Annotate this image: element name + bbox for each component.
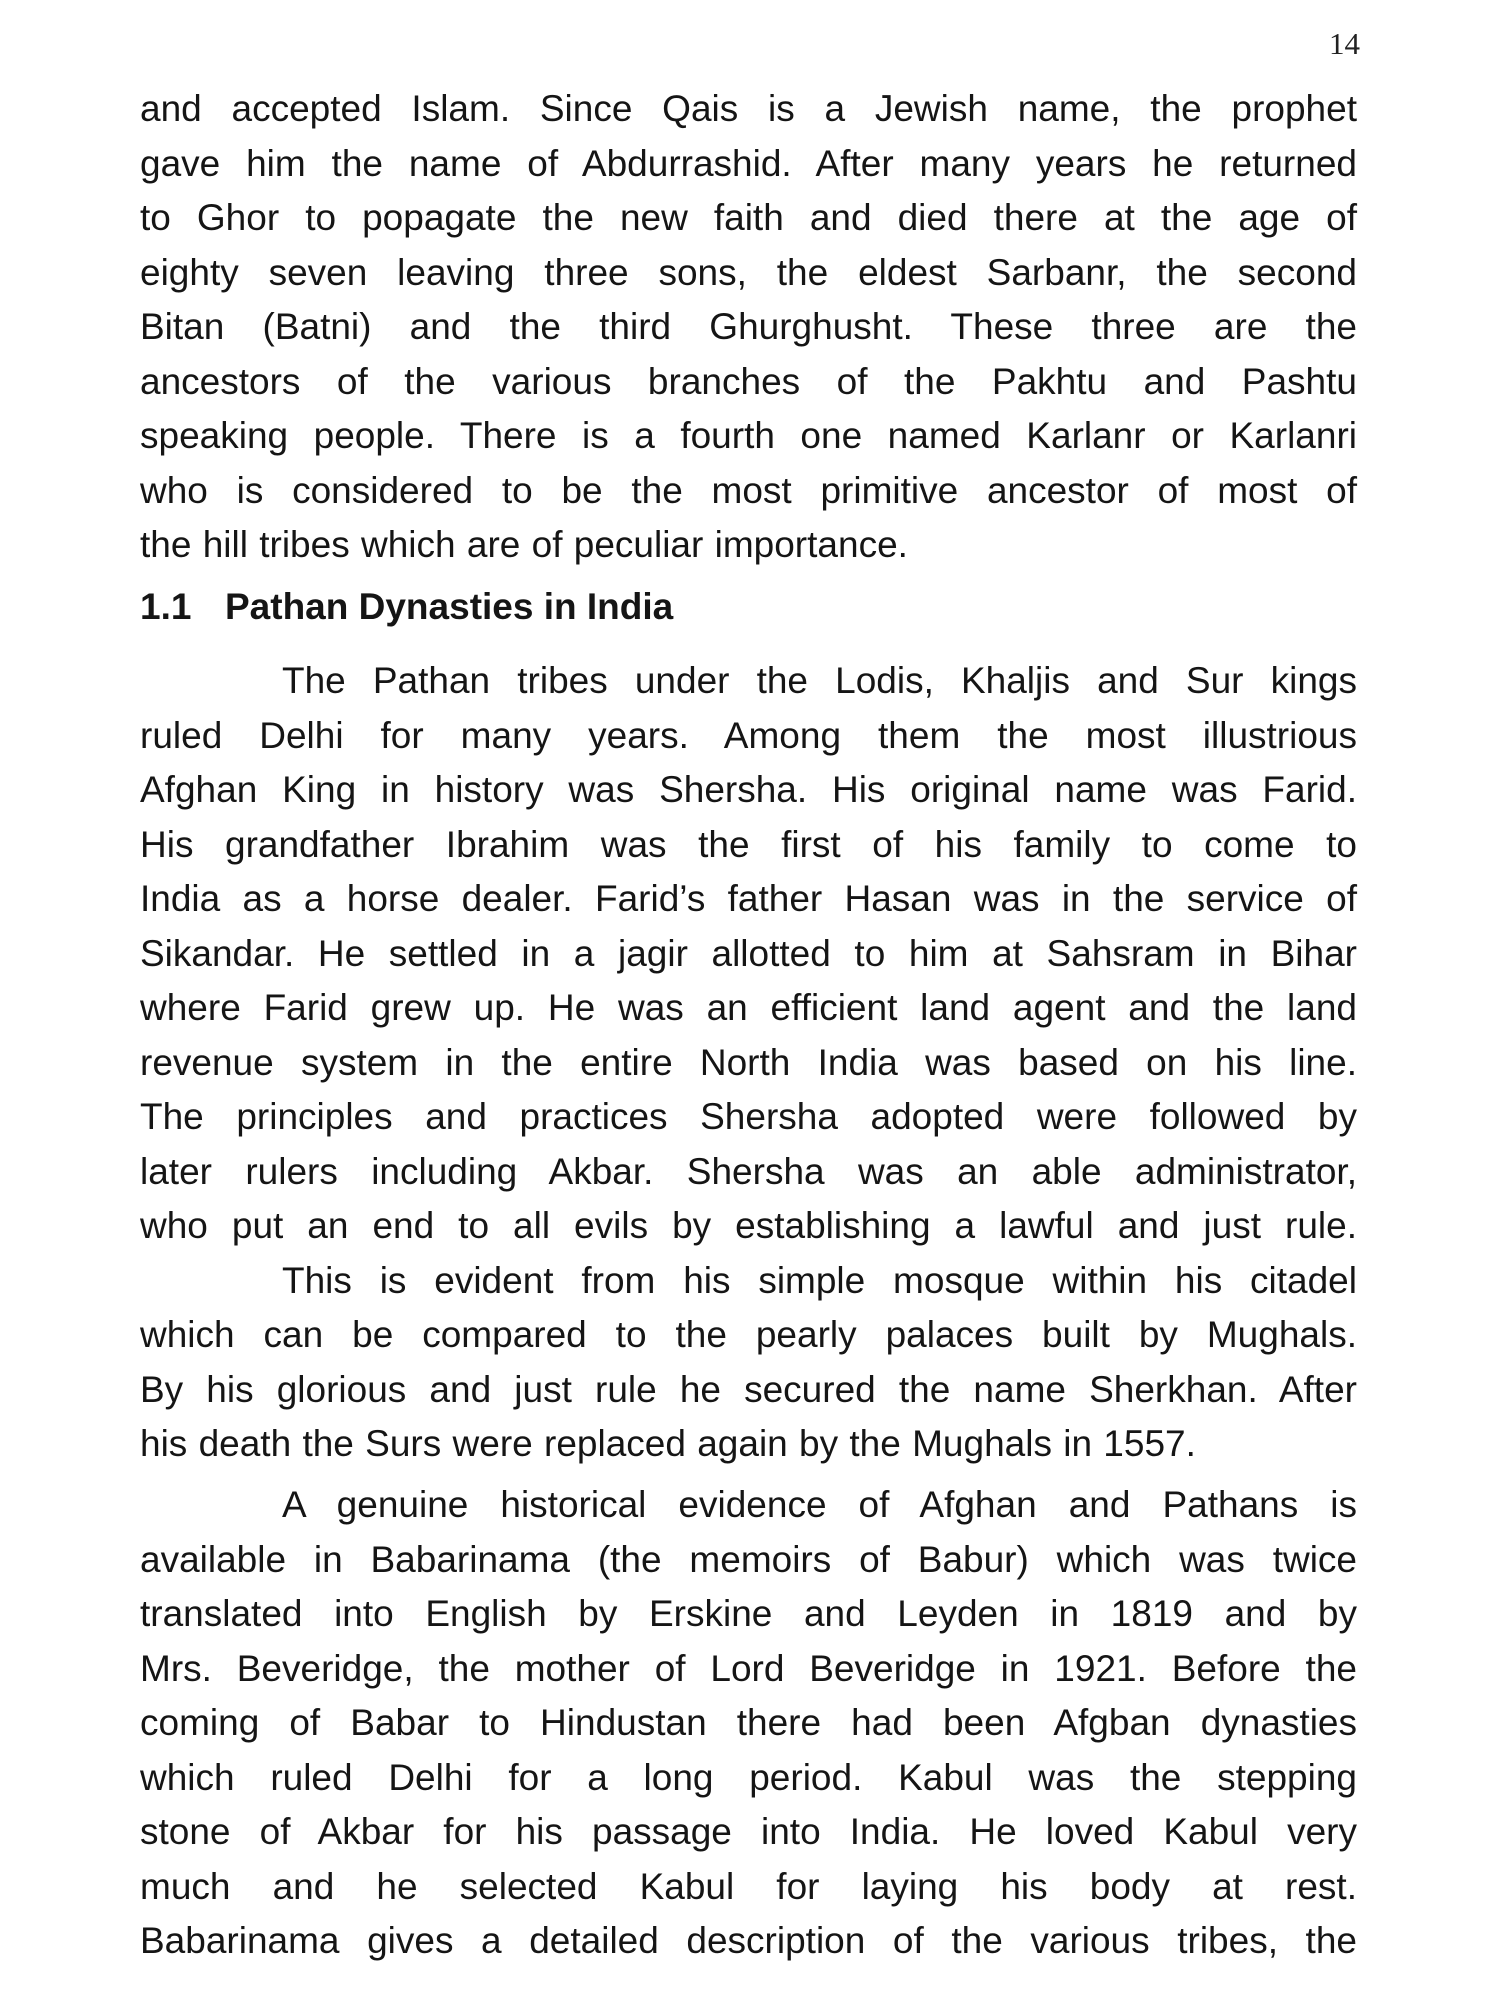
text-line: available in Babarinama (the memoirs of Babur) which was twice [140, 1538, 1357, 1580]
text-line: ruled Delhi for many years. Among them the most illustrious [140, 714, 1357, 756]
text-line: gave him the name of Abdurrashid. After many years he returned [140, 142, 1357, 184]
text-line: which can be compared to the pearly palaces built by Mughals. [140, 1314, 1357, 1355]
section-title: Pathan Dynasties in India [225, 586, 674, 627]
text-line: speaking people. There is a fourth one named Karlanr or Karlanri [140, 415, 1357, 456]
text-line: Sikandar. He settled in a jagir allotted to him at Sahsram in Bihar [140, 932, 1357, 974]
section-heading [140, 586, 673, 628]
text-line: eighty seven leaving three sons, the eldest Sarbanr, the second [140, 251, 1357, 293]
text-line: to Ghor to popagate the new faith and died there at the age of [140, 197, 1357, 238]
text-line: This is evident from his simple mosque within his citadel [282, 1259, 1357, 1301]
text-line: the hill tribes which are of peculiar importance. [140, 524, 908, 565]
text-line: translated into English by Erskine and Leyden in 1819 and by [140, 1593, 1357, 1634]
text-line: his death the Surs were replaced again by the Mughals in 1557. [140, 1423, 1196, 1464]
text-line: where Farid grew up. He was an efficient land agent and the land [140, 987, 1357, 1028]
text-line: coming of Babar to Hindustan there had been Afgban dynasties [140, 1702, 1357, 1743]
text-line: By his glorious and just rule he secured the name Sherkhan. After [140, 1368, 1357, 1410]
text-line: Babarinama gives a detailed description of the various tribes, the [140, 1920, 1357, 1961]
text-line: ancestors of the various branches of the Pakhtu and Pashtu [140, 360, 1357, 402]
text-line: Bitan (Batni) and the third Ghurghusht. These three are the [140, 306, 1357, 347]
paragraph-2 [140, 654, 1357, 1472]
text-line: A genuine historical evidence of Afghan and Pathans is [282, 1484, 1357, 1525]
text-line: who is considered to be the most primitive ancestor of most of [140, 469, 1357, 511]
text-line: The Pathan tribes under the Lodis, Khaljis and Sur kings [282, 660, 1357, 701]
text-line: much and he selected Kabul for laying his body at rest. [140, 1865, 1357, 1907]
text-line: who put an end to all evils by establishing a lawful and just rule. [140, 1205, 1357, 1246]
text-line: and accepted Islam. Since Qais is a Jewish name, the prophet [140, 88, 1357, 129]
paragraph-1 [140, 82, 1357, 573]
text-line: stone of Akbar for his passage into India. He loved Kabul very [140, 1811, 1357, 1852]
page-number: 14 [1329, 26, 1360, 61]
text-line: revenue system in the entire North India was based on his line. [140, 1041, 1357, 1083]
text-line: Afghan King in history was Shersha. His original name was Farid. [140, 769, 1357, 810]
text-line: India as a horse dealer. Farid’s father Hasan was in the service of [140, 878, 1357, 919]
text-line: later rulers including Akbar. Shersha was an able administrator, [140, 1150, 1357, 1192]
text-line: The principles and practices Shersha adopted were followed by [140, 1096, 1357, 1137]
text-line: His grandfather Ibrahim was the first of his family to come to [140, 823, 1357, 865]
text-line: which ruled Delhi for a long period. Kabul was the stepping [140, 1756, 1357, 1798]
text-line: Mrs. Beveridge, the mother of Lord Beveridge in 1921. Before the [140, 1647, 1357, 1689]
section-number: 1.1 [140, 586, 192, 627]
paragraph-3 [140, 1478, 1357, 1969]
